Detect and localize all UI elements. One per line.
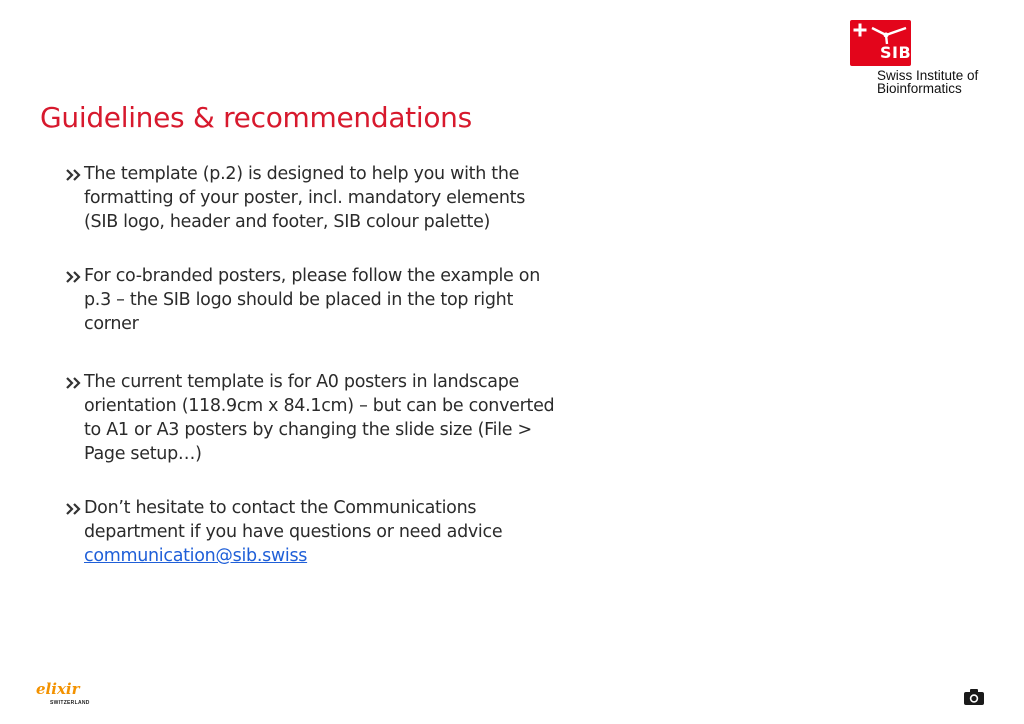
guideline-line: For co-branded posters, please follow the example on	[84, 266, 540, 286]
guidelines-list	[66, 162, 586, 568]
elixir-logo-subtitle: SWITZERLAND	[50, 700, 90, 706]
guideline-line: orientation (118.9cm x 84.1cm) – but can be converted	[84, 396, 555, 416]
double-chevron-icon	[66, 377, 82, 389]
guideline-line: department if you have questions or need advice	[84, 522, 503, 542]
guideline-item-template	[66, 162, 586, 234]
guideline-line: to A1 or A3 posters by changing the slide size (File >	[84, 420, 532, 440]
double-chevron-icon	[66, 169, 82, 181]
double-chevron-icon	[66, 503, 82, 515]
guideline-item-cobranding	[66, 264, 586, 336]
guideline-line: The current template is for A0 posters in landscape	[84, 372, 519, 392]
page-title: Guidelines & recommendations	[40, 101, 472, 134]
sib-logo-mark	[850, 20, 911, 66]
guideline-line: corner	[84, 314, 139, 334]
sib-name-line1: Swiss Institute of	[877, 68, 979, 83]
guideline-line: The template (p.2) is designed to help you with the	[84, 164, 520, 184]
guideline-line: Page setup…)	[84, 444, 202, 464]
sib-institute-name	[877, 69, 978, 95]
guideline-item-contact	[66, 496, 586, 568]
guideline-item-size	[66, 370, 586, 466]
guideline-line: Don’t hesitate to contact the Communications	[84, 498, 477, 518]
camera-icon[interactable]	[963, 688, 985, 706]
guideline-line: p.3 – the SIB logo should be placed in the top right	[84, 290, 514, 310]
guideline-line: formatting of your poster, incl. mandatory elements	[84, 188, 526, 208]
sib-logo-text: SIB	[880, 43, 911, 62]
email-link[interactable]: communication@sib.swiss	[84, 546, 308, 566]
elixir-logo-word: elixir	[36, 680, 80, 698]
elixir-logo	[36, 676, 96, 710]
double-chevron-icon	[66, 271, 82, 283]
sib-logo	[850, 20, 990, 100]
guideline-line: (SIB logo, header and footer, SIB colour palette)	[84, 212, 491, 232]
sib-name-line2: Bioinformatics	[877, 81, 962, 96]
